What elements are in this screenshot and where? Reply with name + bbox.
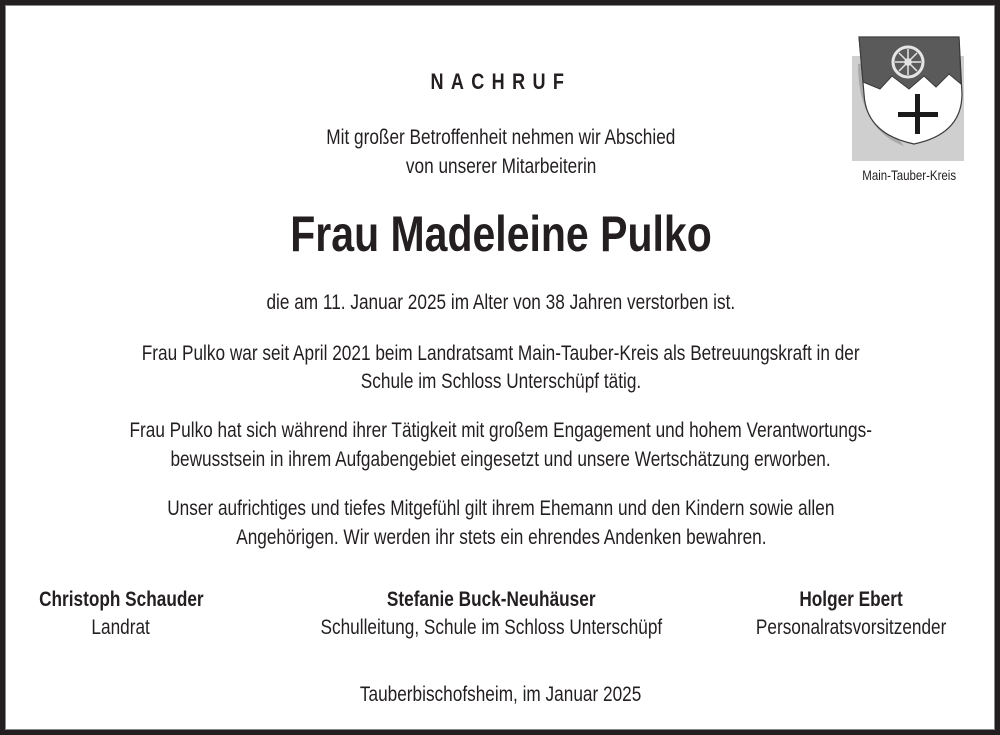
- logo-caption: Main-Tauber-Kreis: [862, 167, 956, 183]
- signatory-3: [721, 586, 981, 642]
- signatory-name: Holger Ebert: [799, 588, 903, 611]
- heading: NACHRUF: [430, 69, 572, 94]
- signatory-name: Stefanie Buck-Neuhäuser: [386, 588, 596, 611]
- paragraph-1-line-1: Frau Pulko war seit April 2021 beim Landratsamt Main-Tauber-Kreis als Betreuungskraft in der: [142, 342, 860, 365]
- paragraph-2-line-1: Frau Pulko hat sich während ihrer Tätigkeit mit großem Engagement und hohem Verantwortungs-: [129, 419, 873, 442]
- signatory-1: [6, 586, 236, 642]
- place-date: Tauberbischofsheim, im Januar 2025: [360, 683, 642, 706]
- signatory-2: [266, 586, 716, 642]
- paragraph-3-line-1: Unser aufrichtiges und tiefes Mitgefühl gilt ihrem Ehemann und den Kindern sowie allen: [167, 497, 835, 520]
- signatory-role: Schulleitung, Schule im Schloss Unterschüpf: [320, 616, 662, 639]
- paragraph-1-line-2: Schule im Schloss Unterschüpf tätig.: [360, 370, 642, 393]
- death-line: die am 11. Januar 2025 im Alter von 38 Jahren verstorben ist.: [266, 291, 736, 314]
- district-logo: [844, 34, 974, 194]
- signatory-name: Christoph Schauder: [38, 588, 204, 611]
- intro-line-2: von unserer Mitarbeiterin: [405, 155, 597, 178]
- paragraph-2-line-2: bewusstsein in ihrem Aufgabengebiet eingesetzt und unsere Wertschätzung erworben.: [170, 448, 832, 471]
- obituary-notice: [5, 5, 995, 730]
- intro-line-1: Mit großer Betroffenheit nehmen wir Abschied: [326, 126, 676, 149]
- coat-of-arms-icon: [844, 34, 974, 164]
- paragraph-3-line-2: Angehörigen. Wir werden ihr stets ein ehrendes Andenken bewahren.: [235, 526, 767, 549]
- signatory-role: Personalratsvorsitzender: [755, 616, 947, 639]
- signatory-role: Landrat: [91, 616, 151, 639]
- deceased-name: Frau Madeleine Pulko: [290, 206, 712, 262]
